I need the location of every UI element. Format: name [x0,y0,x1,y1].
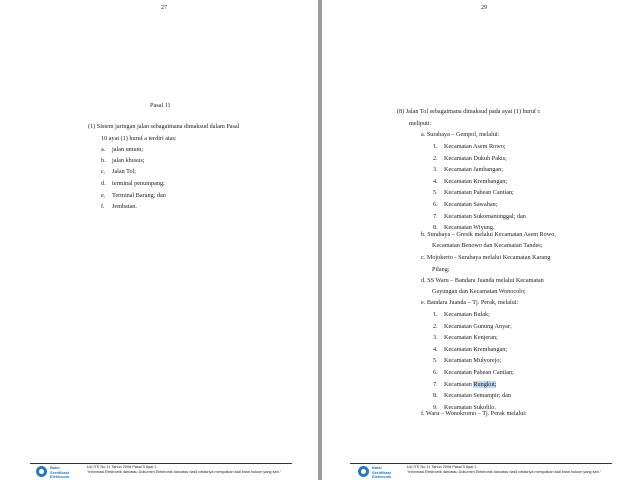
list-number: 5. [433,189,438,197]
footer-text: UU ITE No 11 Tahun 2008 Pasal 5 Ayat 1 [87,465,157,469]
list-item: Kecamatan Sukomanunggal; dan [444,212,526,220]
list-number: 1. [433,143,438,150]
list-item: Jalan Tol; [112,168,137,175]
list-number: 6. [433,201,438,208]
bsre-logo-icon [36,466,47,477]
list-item: Kecamatan Mulyorejo; [444,357,502,365]
bsre-logo-icon [358,466,369,477]
list-item: Kecamatan Pabean Cantian; [444,189,514,197]
footer-text: UU ITE No 11 Tahun 2008 Pasal 5 Ayat 1 [407,465,477,469]
list-item: Kecamatan Dukuh Pakis; [444,154,507,162]
highlighted-text: Rungkut; [473,380,497,388]
paragraph-line: (1) Sistem jaringan jalan sebagaimana dimaksud dalam Pasal [88,123,240,130]
list-number: 3. [433,166,438,174]
footer-text: "Informasi Elektronik dan/atau Dokumen Elektronik dan/atau hasil cetaknya merupakan alat bukti hukum yang sah." [407,470,602,474]
footer-text: "Informasi Elektronik dan/atau Dokumen Elektronik dan/atau hasil cetaknya merupakan alat bukti hukum yang sah." [87,470,282,474]
list-marker: f. [101,203,105,210]
list-item: Pilang; [432,266,450,273]
list-item: b. Surabaya – Gresik melalui Kecamatan Asem Rowo, [421,231,556,238]
list-item: Kecamatan Benowo dan Kecamatan Tandes; [432,242,543,249]
list-item: Kecamatan Rungkut; [444,380,497,388]
list-number: 2. [433,322,438,330]
list-number: 1. [433,311,438,318]
list-number: 4. [433,177,438,185]
list-number: 7. [433,212,438,220]
right-page [322,0,640,480]
footer-divider [30,463,292,464]
list-item: d. SS Waru – Bandara Juanda melalui Kecamatan [421,277,544,284]
list-marker: a. [101,146,106,153]
list-item: Kecamatan Krembangan; [444,177,508,185]
list-item: Kecamatan Sawahan; [444,201,498,208]
list-number: 5. [433,357,438,365]
paragraph-line: 10 ayat (1) huruf a terdiri atas: [101,135,177,142]
list-marker: c. [101,168,106,175]
list-number: 8. [433,224,438,232]
list-item: terminal penumpang; [112,180,165,187]
list-marker: b. [101,157,106,164]
article-heading: Pasal 11 [150,102,171,109]
list-marker: d. [101,180,106,187]
list-item: Kecamatan Asem Rowo; [444,143,506,150]
list-number: 2. [433,154,438,162]
list-number: 8. [433,392,438,400]
page-number: 27 [161,5,167,11]
list-item: Kecamatan Wiyung. [444,224,495,232]
list-marker: e. [101,192,106,199]
list-item: Terminal Barang; dan [112,192,166,199]
list-item: Kecamatan Semampir; dan [444,392,512,400]
list-item: Kecamatan Krembangan; [444,345,508,353]
list-item: Kecamatan Kenjeran; [444,334,498,342]
logo-text: Balai Sertifikasi Elektronik [372,465,392,479]
list-number: 7. [433,380,438,388]
list-item: a. Surabaya – Gempol, melalui: [421,131,500,138]
list-item: c. Mojokerto - Surabaya melalui Kecamatan Karang [421,254,551,261]
list-item: Jembatan. [112,203,137,210]
list-number: 6. [433,369,438,376]
list-item: Kecamatan Bulak; [444,311,490,318]
list-item: jalan umum; [112,146,144,153]
list-number: 4. [433,345,438,353]
list-item: jalan khusus; [112,157,145,164]
list-item: Kecamatan Pabean Cantian; [444,369,514,376]
page-number: 29 [481,5,487,11]
left-page [0,0,318,480]
list-number: 9. [433,403,438,411]
list-item: f. Waru – Wonokromo – Tj. Perak melalui: [421,410,527,417]
list-item: Kecamatan Gunung Anyar; [444,322,512,330]
list-item: Kecamatan Sukolilo. [444,403,496,411]
paragraph-line: meliputi: [409,120,432,127]
footer-divider [350,463,612,464]
list-item: Gayungan dan Kecamatan Wonocolo; [432,288,526,295]
logo-text: Balai Sertifikasi Elektronik [50,465,70,479]
list-number: 3. [433,334,438,342]
list-item: e. Bandara Juanda – Tj. Perak, melalui: [421,299,519,306]
paragraph-line: (8) Jalan Tol sebagaimana dimaksud pada ayat (1) huruf c [397,108,541,115]
list-item: Kecamatan Jambangan; [444,166,503,174]
